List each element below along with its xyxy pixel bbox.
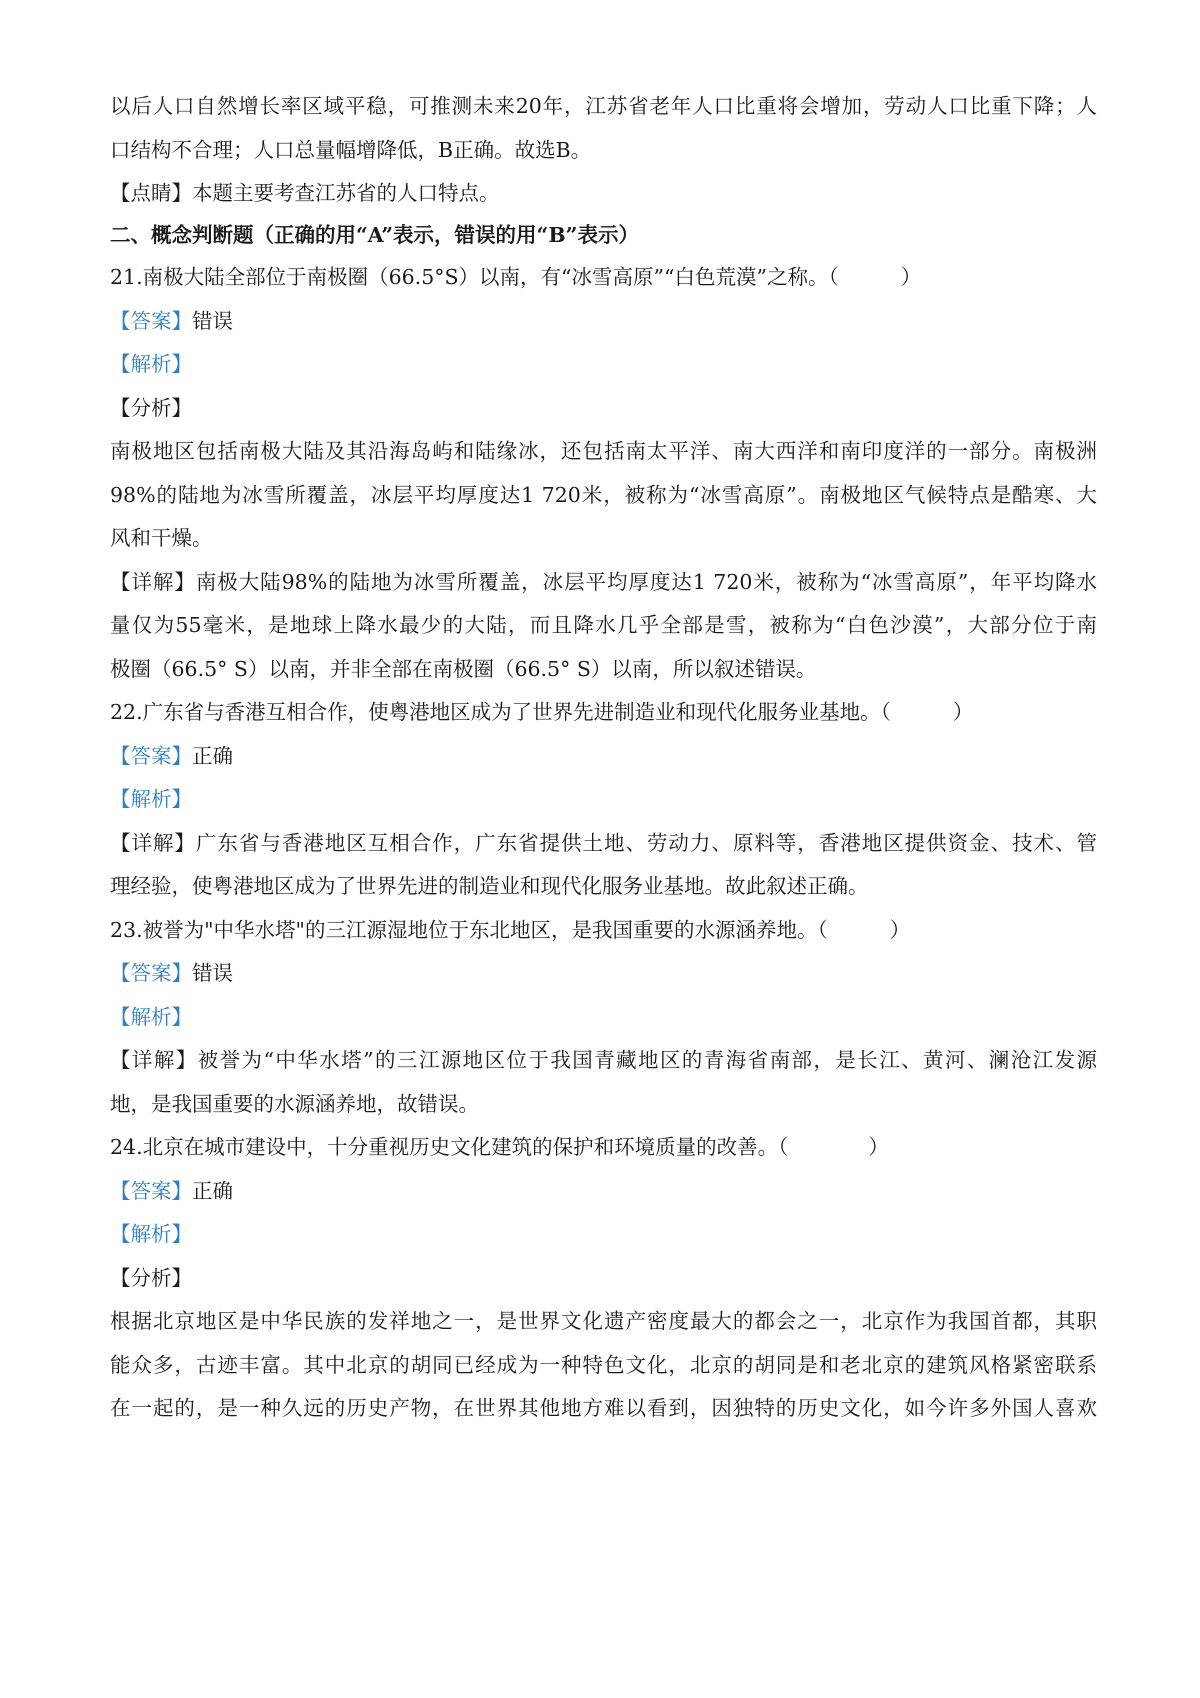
fenxi-line: 在一起的，是一种久远的历史产物，在世界其他地方难以看到，因独特的历史文化，如今许多外国人喜欢 [110, 1396, 1097, 1420]
analysis-tag: 【解析】 [110, 1222, 192, 1246]
fenxi-line: 98%的陆地为冰雪所覆盖，冰层平均厚度达1 720米，被称为“冰雪高原”。南极地区气候特点是酷寒、大 [110, 483, 1097, 507]
fenxi-tag: 【分析】 [110, 396, 192, 420]
answer-value: 错误 [192, 961, 233, 985]
question-22 [110, 697, 973, 727]
detail-tag: 【详解】 [110, 570, 196, 594]
section-title: 二、概念判断题（正确的用“A”表示，错误的用“B”表示） [110, 223, 639, 247]
detail-text: 南极大陆98%的陆地为冰雪所覆盖，冰层平均厚度达1 720米，被称为“冰雪高原”，年平均降水 [195, 570, 1098, 594]
open-paren: （ [778, 1135, 789, 1159]
question-stem: 21.南极大陆全部位于南极圈（66.5°S）以南，有“冰雪高原”“白色荒漠”之称。 [110, 265, 829, 289]
fenxi-line: 能众多，古迹丰富。其中北京的胡同已经成为一种特色文化，北京的胡同是和老北京的建筑风格紧密联系 [110, 1353, 1097, 1377]
analysis-tag: 【解析】 [110, 1005, 192, 1029]
detail-line [110, 828, 1097, 858]
close-paren: ） [952, 700, 974, 724]
question-23 [110, 915, 910, 945]
comment-line [110, 178, 500, 208]
answer-value: 错误 [192, 309, 233, 333]
detail-text: 广东省与香港地区互相合作，广东省提供土地、劳动力、原料等，香港地区提供资金、技术、管 [195, 831, 1098, 855]
detail-line: 极圈（66.5° S）以南，并非全部在南极圈（66.5° S）以南，所以叙述错误。 [110, 657, 817, 681]
open-paren: （ [828, 265, 839, 289]
answer-tag: 【答案】 [110, 309, 192, 333]
close-paren: ） [900, 265, 922, 289]
fenxi-line: 南极地区包括南极大陆及其沿海岛屿和陆缘冰，还包括南太平洋、南大西洋和南印度洋的一部分。南极洲 [110, 439, 1097, 463]
open-paren: （ [880, 700, 891, 724]
question-stem: 23.被誉为"中华水塔"的三江源湿地位于东北地区，是我国重要的水源涵养地。 [110, 918, 818, 942]
question-24 [110, 1132, 889, 1162]
answer-tag: 【答案】 [110, 1179, 192, 1203]
answer-value: 正确 [192, 1179, 233, 1203]
analysis-tag: 【解析】 [110, 787, 192, 811]
answer-line [110, 306, 233, 336]
answer-line [110, 741, 233, 771]
answer-line [110, 1176, 233, 1206]
answer-line [110, 958, 233, 988]
question-stem: 24.北京在城市建设中，十分重视历史文化建筑的保护和环境质量的改善。 [110, 1135, 779, 1159]
fenxi-line: 风和干燥。 [110, 526, 213, 550]
fenxi-line: 根据北京地区是中华民族的发祥地之一，是世界文化遗产密度最大的都会之一，北京作为我国首都，其职 [110, 1309, 1097, 1333]
answer-value: 正确 [192, 744, 233, 768]
detail-line: 量仅为55毫米，是地球上降水最少的大陆，而且降水几乎全部是雪，被称为“白色沙漠”，大部分位于南 [110, 613, 1097, 637]
question-21 [110, 262, 921, 292]
close-paren: ） [889, 918, 911, 942]
open-paren: （ [817, 918, 828, 942]
comment-text: 本题主要考查江苏省的人口特点。 [192, 181, 500, 205]
detail-tag: 【详解】 [110, 831, 196, 855]
comment-tag: 【点睛】 [110, 181, 192, 205]
detail-line: 地，是我国重要的水源涵养地，故错误。 [110, 1092, 479, 1116]
fenxi-tag: 【分析】 [110, 1266, 192, 1290]
detail-line [110, 1045, 1097, 1075]
prev-text-line: 以后人口自然增长率区域平稳，可推测未来20年，江苏省老年人口比重将会增加，劳动人口比重下降；人 [110, 94, 1097, 118]
answer-tag: 【答案】 [110, 744, 192, 768]
detail-line [110, 567, 1097, 597]
prev-text-line: 口结构不合理；人口总量幅增降低，B正确。故选B。 [110, 138, 592, 162]
detail-tag: 【详解】 [110, 1048, 198, 1072]
answer-tag: 【答案】 [110, 961, 192, 985]
analysis-tag: 【解析】 [110, 352, 192, 376]
question-stem: 22.广东省与香港互相合作，使粤港地区成为了世界先进制造业和现代化服务业基地。 [110, 700, 881, 724]
close-paren: ） [868, 1135, 889, 1159]
detail-text: 被誉为“中华水塔”的三江源地区位于我国青藏地区的青海省南部，是长江、黄河、澜沧江发源 [197, 1048, 1098, 1072]
detail-line: 理经验，使粤港地区成为了世界先进的制造业和现代化服务业基地。故此叙述正确。 [110, 874, 869, 898]
